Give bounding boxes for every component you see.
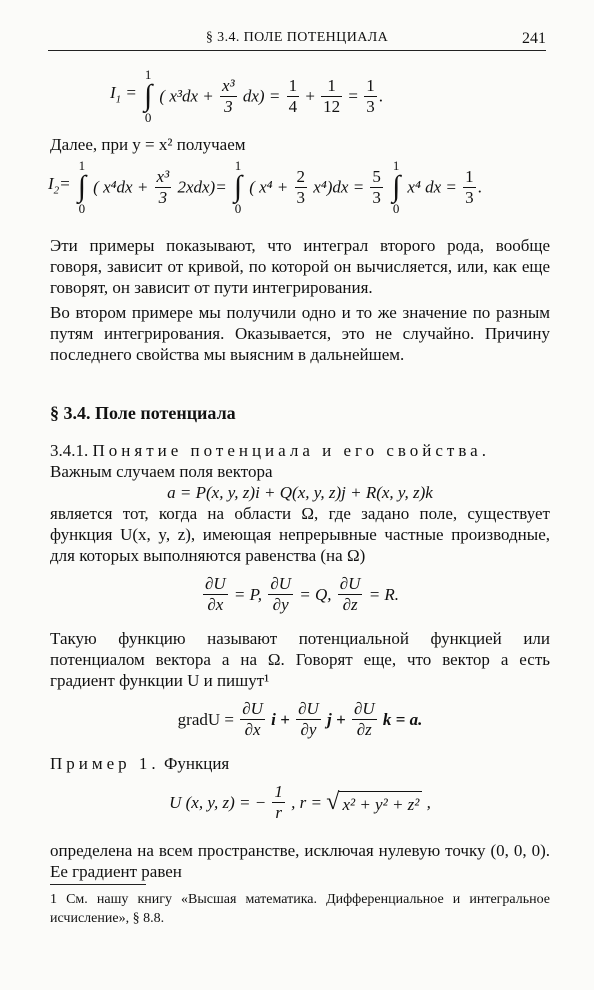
paragraph-5: определена на всем пространстве, исключая нулевую точку (0, 0, 0). Ее градиент равен [50, 841, 550, 881]
eq1-result-3: $\frac{1}{3}$ [366, 75, 375, 116]
section-heading: § 3.4. Поле потенциала [50, 403, 236, 423]
equation-I1: $I_1 = 1$ ∫ 0 ( x³dx + $\frac{\text{x³}}{3}$ dx) = $\frac{1}{4}$ + $\frac{1}{12}$ = $\frac{1}{3}$ . [110, 67, 384, 125]
eq1-frac: $\frac{\text{x³}}{3}$ [221, 75, 235, 116]
footnote-rule [50, 884, 146, 885]
footnote: 1 См. нашу книгу «Высшая математика. Дифференциальное и интегральное исчисление», § 8.8. [50, 892, 550, 926]
page-body [50, 66, 550, 882]
example-1: Пример 1. Функция [50, 754, 230, 773]
header-rule [48, 50, 546, 51]
paragraph-4: Такую функцию называют потенциальной функцией или потенциалом вектора a на Ω. Говорят еще, что вектор a есть градиент функции U и пишут¹ [50, 629, 550, 690]
example-equation: U (x, y, z) = − $\frac{1}{r}$ , r = √ x² + y² + z² , [169, 782, 431, 822]
gradient-equation: gradU = $\frac{\partial U}{\partial x}$ i + $\frac{\partial U}{\partial y}$ j + $\frac{\partial U}{\partial z}$ k = a. [177, 699, 423, 739]
integral-sign: 1 ∫ 0 [144, 67, 153, 125]
page-number: 241 [522, 30, 546, 47]
paragraph-3: является тот, когда на области Ω, где задано поле, существует функция U(x, y, z), имеющая непрерывные частные производные, для которых выполняются равенства (на Ω) [50, 504, 550, 565]
running-title: § 3.4. ПОЛЕ ПОТЕНЦИАЛА [205, 30, 389, 45]
subsection-lead: Важным случаем поля вектора [50, 462, 273, 481]
integral-sign: 1 ∫ 0 [233, 158, 243, 216]
sqrt-symbol: √ [326, 789, 340, 815]
subsection-3-4-1: 3.4.1. Понятие потенциала и его свойства. [50, 441, 490, 460]
integral-sign: 1 ∫ 0 [392, 158, 401, 216]
integral-sign: 1 ∫ 0 [77, 158, 87, 216]
eq1-sub: 1 [115, 93, 122, 106]
running-header [48, 30, 546, 52]
vector-field-equation: a = P(x, y, z)i + Q(x, y, z)j + R(x, y, z)k [167, 483, 433, 502]
equation-I2: $I_2= 1$ ∫ 0 ( x⁴dx + $\frac{\text{x³}}{3}$ 2xdx)= 1 ∫ 0 ( x⁴ + $\frac{2}{3}$ x⁴)dx = $\frac{5}{3}$ 1 ∫ 0 x⁴ dx = $\frac{1}{3}$ . [48, 158, 482, 216]
paragraph-2: Во втором примере мы получили одно и то же значение по разным путям интегрирования. Оказывается, это не случайно. Причину последнего свойства мы выясним в дальнейшем. [50, 303, 550, 364]
eq1-integrand-b: dx) = [242, 86, 285, 106]
eq1-result-2: $\frac{1}{12}$ [323, 75, 341, 116]
potential-equations: $\frac{\partial U}{\partial x}$ = P, $\frac{\partial U}{\partial y}$ = Q, $\frac{\partial U}{\partial z}$ = R. [204, 574, 400, 614]
eq1-result-1: $\frac{1}{4}$ [288, 75, 298, 116]
eq1-integrand-a: ( x³dx + [159, 86, 218, 106]
line-dalee: Далее, при y = x² получаем [50, 135, 246, 154]
eq1-lhs: I [110, 82, 116, 102]
subsection-title: Понятие потенциала и его свойства. [92, 441, 490, 460]
paragraph-1: Эти примеры показывают, что интеграл второго рода, вообще говоря, зависит от кривой, по которой он вычисляется, или, как еще говорят, он зависит от пути интегрирования. [50, 236, 550, 297]
